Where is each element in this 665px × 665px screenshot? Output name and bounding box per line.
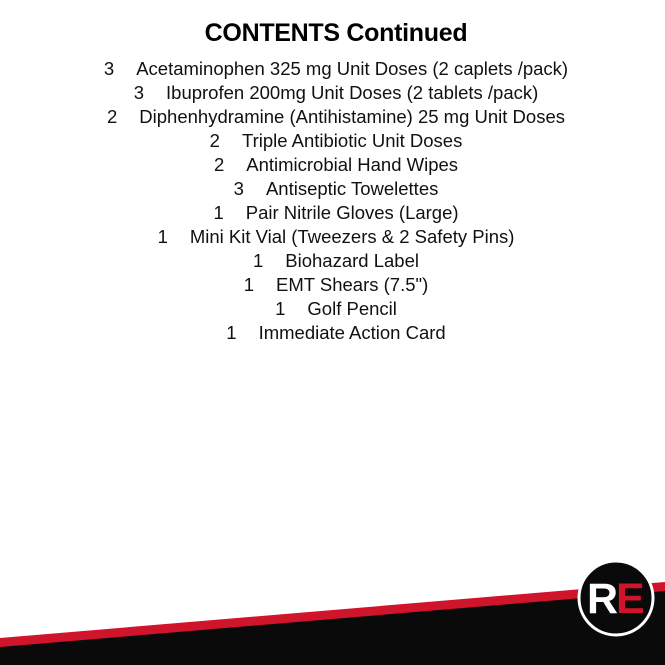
- item-description: Immediate Action Card: [258, 322, 446, 343]
- item-quantity: 1: [157, 226, 168, 247]
- item-description: Golf Pencil: [307, 298, 397, 319]
- item-quantity: 3: [233, 178, 244, 199]
- item-description: EMT Shears (7.5"): [276, 274, 429, 295]
- re-brand-logo-icon: [577, 559, 655, 637]
- page-title: CONTENTS Continued: [204, 19, 468, 47]
- item-description: Acetaminophen 325 mg Unit Doses (2 caplets /pack): [136, 58, 569, 79]
- item-description: Diphenhydramine (Antihistamine) 25 mg Unit Doses: [139, 106, 565, 127]
- item-description: Mini Kit Vial (Tweezers & 2 Safety Pins): [189, 226, 515, 247]
- item-quantity: 1: [243, 274, 255, 295]
- item-quantity: 2: [107, 106, 118, 127]
- item-description: Ibuprofen 200mg Unit Doses (2 tablets /pack): [166, 82, 539, 103]
- logo-letter-r: R: [587, 575, 619, 623]
- item-quantity: 2: [209, 130, 220, 151]
- item-description: Triple Antibiotic Unit Doses: [241, 130, 463, 151]
- item-quantity: 1: [275, 298, 286, 319]
- item-quantity: 3: [103, 58, 115, 79]
- footer-black-wedge: [0, 591, 665, 665]
- item-description: Antiseptic Towelettes: [265, 178, 439, 199]
- item-quantity: 1: [213, 202, 224, 223]
- item-description: Pair Nitrile Gloves (Large): [245, 202, 459, 223]
- item-quantity: 1: [252, 250, 264, 271]
- item-quantity: 2: [213, 154, 225, 175]
- item-quantity: 3: [133, 82, 145, 103]
- item-description: Antimicrobial Hand Wipes: [246, 154, 459, 175]
- item-description: Biohazard Label: [285, 250, 419, 271]
- item-quantity: 1: [226, 322, 237, 343]
- logo-letter-e: E: [616, 575, 645, 623]
